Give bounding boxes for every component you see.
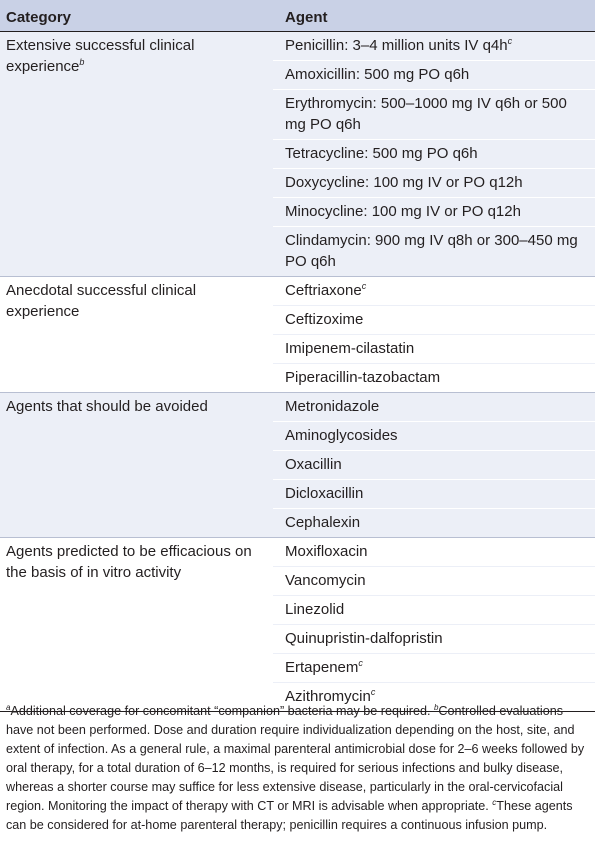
agent-text: Ceftriaxone: [285, 282, 362, 299]
agent-text: Tetracycline: 500 mg PO q6h: [285, 145, 478, 162]
agent-text: Ertapenem: [285, 659, 359, 676]
footnote-mark: c: [370, 687, 376, 697]
agent-item: [273, 90, 595, 140]
table-footnotes: [6, 702, 591, 835]
agent-text: Erythromycin: 500–1000 mg IV q6h or 500 mg PO q6h: [285, 95, 567, 133]
agent-text: Clindamycin: 900 mg IV q8h or 300–450 mg PO q6h: [285, 232, 578, 270]
agent-text: Metronidazole: [285, 398, 380, 415]
agent-cell: [273, 538, 595, 712]
footnote-mark: c: [358, 658, 363, 668]
agent-text: Dicloxacillin: [285, 485, 364, 502]
agent-text: Cephalexin: [285, 514, 361, 531]
footnote-mark: b: [433, 702, 439, 712]
agent-item: [273, 422, 595, 451]
footnote-mark: c: [361, 281, 367, 291]
agent-text: Quinupristin-dalfopristin: [285, 630, 443, 647]
table-row: [0, 277, 595, 393]
table-body: [0, 32, 595, 712]
agent-item: [273, 625, 595, 654]
agent-text: Doxycycline: 100 mg IV or PO q12h: [285, 174, 523, 191]
category-label: Agents predicted to be efficacious on the basis of in vitro activity: [6, 543, 252, 581]
agent-item: [273, 140, 595, 169]
footnote-mark: c: [492, 797, 497, 807]
agent-text: Vancomycin: [285, 572, 366, 589]
agent-text: Moxifloxacin: [285, 543, 368, 560]
category-cell: [0, 32, 273, 277]
footnote-text: Controlled evaluations have not been performed. Dose and duration require individualization depending on the host, site, and extent of infection. As a general rule, a maximal parenteral antimicrobial dose for 2–6 weeks followed by oral therapy, for a total duration of 6–12 months, is required for serious infections and bulky disease, whereas a shorter course may suffice for less extensive disease, particularly in the oral-cervicofacial region. Monitoring the impact of therapy with CT or MRI is advisable when appropriate.: [6, 704, 585, 813]
agent-cell: [273, 32, 595, 277]
category-label: Agents that should be avoided: [6, 398, 208, 415]
footnote-text: These agents can be considered for at-home parenteral therapy; penicillin requires a continuous infusion pump.: [6, 799, 573, 832]
agent-text: Minocycline: 100 mg IV or PO q12h: [285, 203, 521, 220]
footnote-mark: c: [507, 36, 513, 46]
agent-item: [273, 596, 595, 625]
category-cell: [0, 393, 273, 538]
agent-item: [273, 538, 595, 567]
agent-text: Aminoglycosides: [285, 427, 398, 444]
category-cell: [0, 277, 273, 393]
agent-item: [273, 654, 595, 683]
footnote-text: Additional coverage for concomitant “companion” bacteria may be required.: [10, 704, 434, 718]
category-label: Anecdotal successful clinical experience: [6, 282, 197, 320]
category-label: Extensive successful clinical experience: [6, 37, 195, 75]
agent-column-header: Agent: [273, 0, 595, 32]
agent-item: [273, 227, 595, 276]
agent-cell: [273, 277, 595, 393]
table-row: [0, 538, 595, 712]
agent-item: [273, 198, 595, 227]
agent-text: Ceftizoxime: [285, 311, 364, 328]
agent-text: Amoxicillin: 500 mg PO q6h: [285, 66, 470, 83]
agent-item: [273, 451, 595, 480]
agent-item: [273, 567, 595, 596]
agent-text: Penicillin: 3–4 million units IV q4h: [285, 37, 508, 54]
agent-text: Azithromycin: [285, 688, 371, 705]
agent-text: Oxacillin: [285, 456, 342, 473]
footnote-mark: b: [79, 57, 85, 67]
agent-item: [273, 480, 595, 509]
agent-item: [273, 393, 595, 422]
agent-item: [273, 32, 595, 61]
agent-text: Linezolid: [285, 601, 345, 618]
footnote-mark: a: [6, 702, 11, 712]
category-cell: [0, 538, 273, 712]
agent-item: [273, 364, 595, 392]
agent-item: [273, 277, 595, 306]
table-row: [0, 32, 595, 277]
category-column-header: Category: [0, 0, 273, 32]
agent-item: [273, 169, 595, 198]
agent-item: [273, 306, 595, 335]
table-header-row: [0, 0, 595, 32]
agent-item: [273, 335, 595, 364]
agent-cell: [273, 393, 595, 538]
agent-text: Piperacillin-tazobactam: [285, 369, 441, 386]
agent-text: Imipenem-cilastatin: [285, 340, 415, 357]
agent-item: [273, 61, 595, 90]
table-row: [0, 393, 595, 538]
agent-item: [273, 509, 595, 537]
